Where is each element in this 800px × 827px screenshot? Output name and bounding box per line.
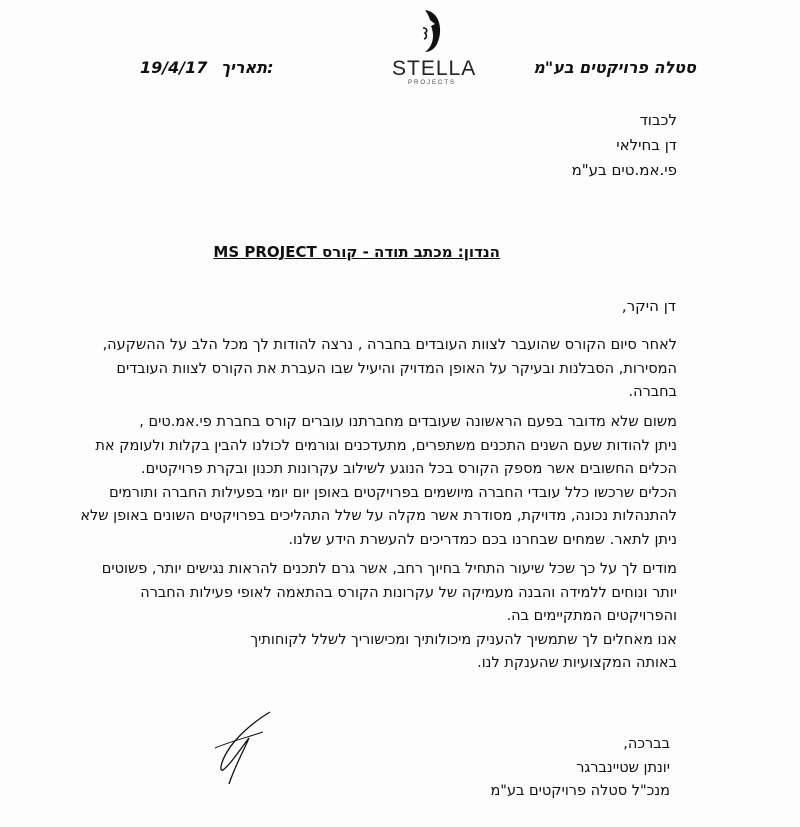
paragraph-line: משום שלא מדובר בפעם הראשונה שעובדים מחברתנו עוברים קורס בחברת פי.אמ.טים , — [139, 414, 677, 430]
paragraph-line: יותר ונוחים ללמידה והבנה מעמיקה של עקרונות הקורס בהתאמה לאופי פעילות החברה — [140, 584, 677, 601]
paragraph-line: המסירות, הסבלנות ובעיקר על האופן המדויק והיעיל שבו העברת את הקורס לצוות העובדים — [116, 360, 677, 377]
paragraph-1 — [102, 334, 677, 405]
stella-logo-icon — [419, 8, 445, 54]
subject-line: הנדון: מכתב תודה - קורס MS PROJECT — [213, 243, 500, 261]
recipient-block — [572, 108, 677, 183]
paragraph-line: מודים לך על כך שכל שיעור התחיל בחיוך רחב, אשר גרם לתכנים להראות נגישים יותר, פשוטים — [101, 561, 677, 577]
paragraph-3 — [101, 558, 677, 676]
salutation: דן היקר, — [621, 297, 676, 315]
logo-subtitle: PROJECTS — [407, 80, 456, 86]
paragraph-line: לאחר סיום הקורס שהועבר לצוות העובדים בחברה , נרצה להודות לך מכל הלב על ההשקעה, — [102, 337, 677, 353]
date-value: 19/4/17 — [140, 58, 208, 77]
recipient-line: פי.אמ.טים בע"מ — [571, 161, 677, 179]
paragraph-line: הכלים החשובים אשר מספק הקורס בכל הנוגע לשילוב עקרונות תכנון ובקרת פרויקטים. — [141, 461, 677, 477]
paragraph-line: ניתן להודות שעם השנים התכנים משתפרים, מתעדכנים וגורמים לכולנו להבין בקלות ולעומק את — [95, 437, 677, 454]
signer-title: מנכ"ל סטלה פרויקטים בע"מ — [490, 783, 670, 799]
paragraph-2 — [80, 411, 677, 552]
recipient-line: לכבוד — [639, 111, 677, 129]
logo-name: STELLA — [392, 57, 477, 80]
paragraph-line: בחברה. — [628, 384, 677, 400]
paragraph-line: להתנהלות נכונה, מדויקת, מסודרת אשר מקלה על שלל התהליכים בפרויקטים השונים באופן שלא — [80, 508, 677, 524]
paragraph-line: אנו מאחלים לך שתמשיך להעניק מיכולותיך ומכישוריך לשלל לקוחותיך — [250, 631, 677, 648]
date-label: תאריך: — [220, 58, 274, 77]
paragraph-line: באותה המקצועיות שהענקת לנו. — [477, 655, 677, 671]
closing-block — [490, 733, 670, 804]
date-line — [140, 58, 274, 77]
paragraph-line: ניתן לתאר. שמחים שבחרנו בכם כמדריכים להעשרת הידע שלנו. — [288, 531, 677, 548]
company-name: סטלה פרויקטים בע"מ — [533, 58, 696, 77]
paragraph-line: הכלים שרכשו כלל עובדי החברה מיושמים בפרויקטים באופן יום יומי בפעילות החברה ותורמים — [109, 484, 677, 501]
company-logo — [392, 8, 477, 86]
paragraph-line: והפרויקטים המתקיימים בה. — [506, 608, 677, 624]
closing-greeting: בברכה, — [623, 736, 670, 752]
recipient-line: דן בחילאי — [616, 136, 677, 154]
signature-icon — [205, 708, 275, 788]
signer-name: יונתן שטיינברגר — [576, 759, 670, 776]
